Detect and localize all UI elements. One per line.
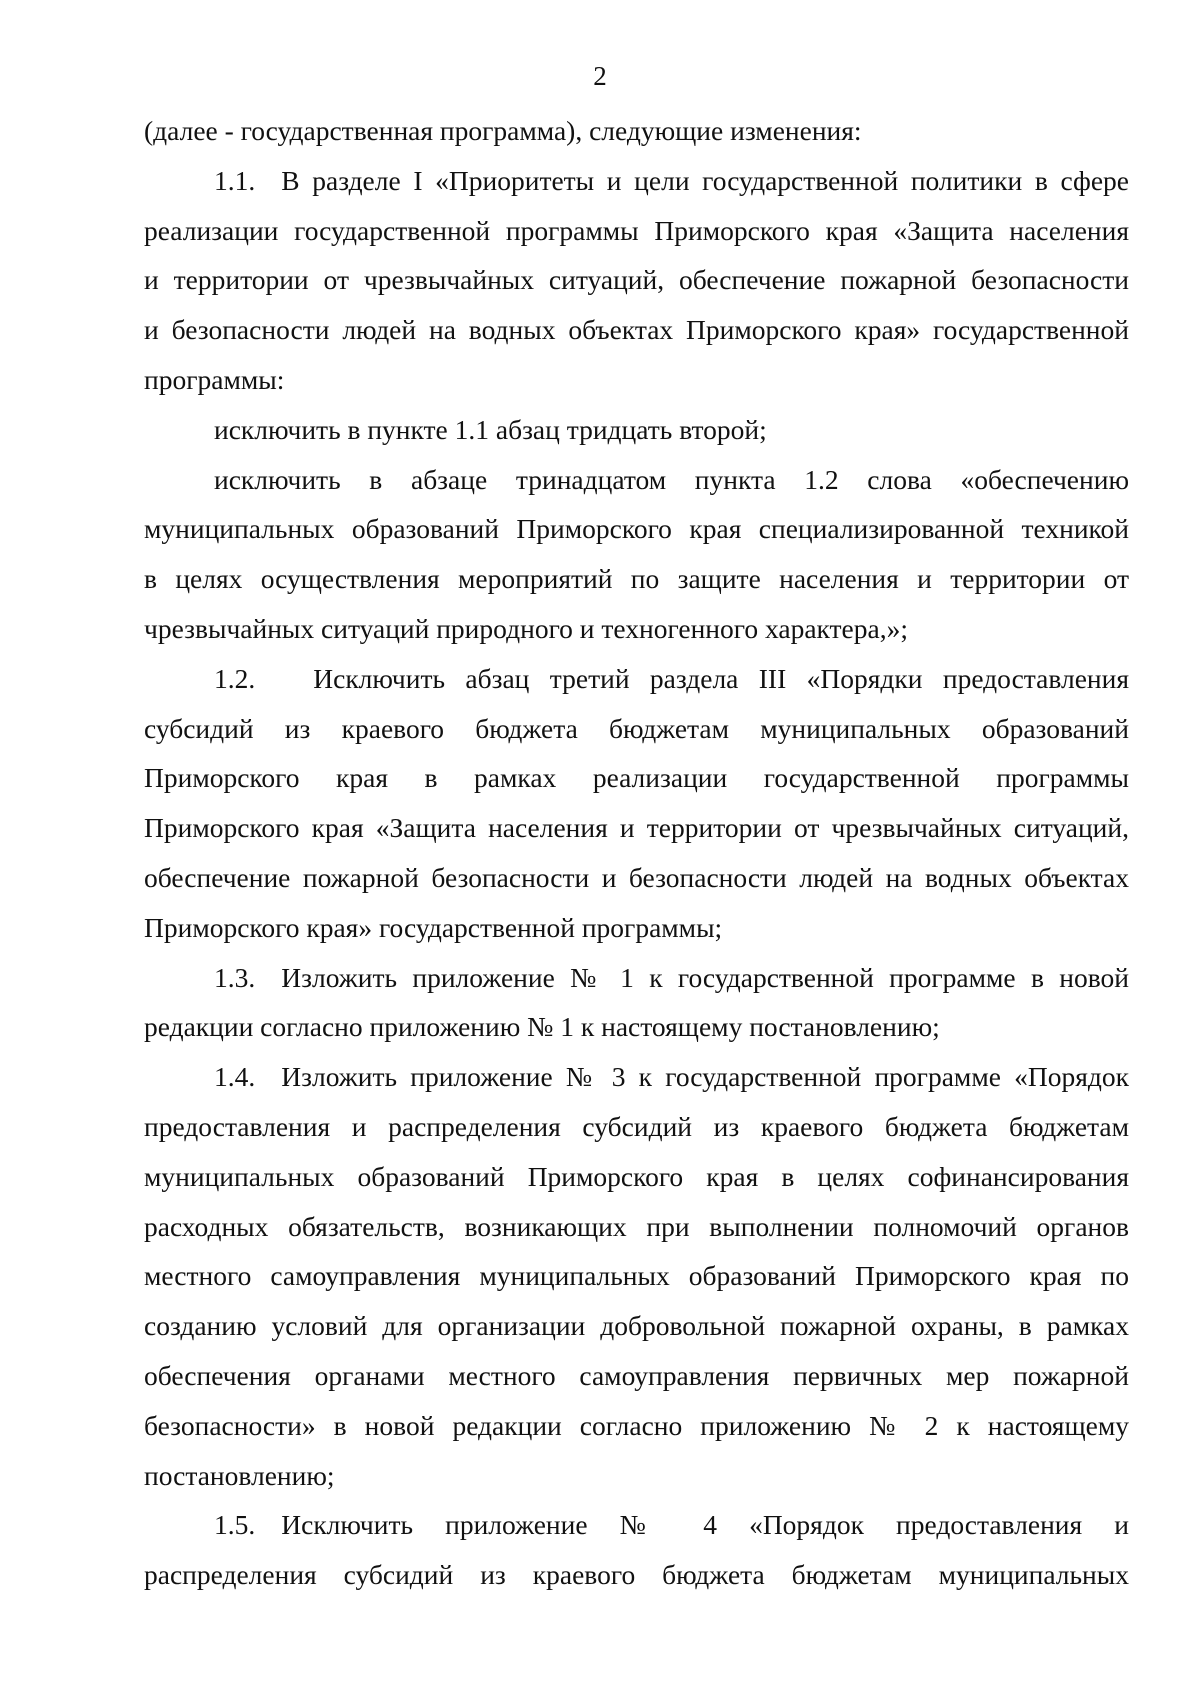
document-body <box>144 106 1129 1600</box>
paragraph-1-1-line: и территории от чрезвычайных ситуаций, обеспечение пожарной безопасности <box>144 264 1129 296</box>
subparagraph-line: муниципальных образований Приморского края специализированной техникой <box>144 513 1129 545</box>
item-number-1-2: 1.2. <box>214 662 256 694</box>
paragraph-1-2-line: Приморского края в рамках реализации государственной программы <box>144 762 1129 794</box>
paragraph-1-4-line: местного самоуправления муниципальных образований Приморского края по <box>144 1260 1129 1292</box>
paragraph-1-5-line <box>144 1500 1129 1550</box>
paragraph-continuation-line: (далее - государственная программа), следующие изменения: <box>144 115 862 146</box>
paragraph-1-4-line: расходных обязательств, возникающих при выполнении полномочий органов <box>144 1210 1129 1242</box>
paragraph-text: В разделе I «Приоритеты и цели государственной политики в сфере <box>281 164 1129 196</box>
paragraph-1-4-line: обеспечения органами местного самоуправления первичных мер пожарной <box>144 1359 1129 1391</box>
paragraph-text: Исключить абзац третий раздела III «Порядки предоставления <box>313 662 1129 694</box>
paragraph-1-2-line <box>144 654 1129 704</box>
paragraph-1-4-line: постановлению; <box>144 1459 335 1491</box>
paragraph-1-4-line: предоставления и распределения субсидий из краевого бюджета бюджетам <box>144 1110 1129 1142</box>
paragraph-1-3-line <box>144 953 1129 1003</box>
paragraph-1-2-line: Приморского края» государственной программы; <box>144 911 723 943</box>
item-number-1-1: 1.1. <box>214 164 256 196</box>
subparagraph-line: чрезвычайных ситуаций природного и техногенного характера,»; <box>144 612 908 644</box>
item-number-1-5: 1.5. <box>214 1509 256 1541</box>
paragraph-1-4-line: созданию условий для организации добровольной пожарной охраны, в рамках <box>144 1310 1129 1342</box>
paragraph-1-1-line: программы: <box>144 363 285 395</box>
paragraph-1-1-line: реализации государственной программы Приморского края «Защита населения <box>144 214 1129 246</box>
paragraph-text: Исключить приложение № 4 «Порядок предоставления и <box>281 1509 1129 1541</box>
subparagraph-line: в целях осуществления мероприятий по защите населения и территории от <box>144 563 1129 595</box>
paragraph-1-4-line: муниципальных образований Приморского края в целях софинансирования <box>144 1160 1129 1192</box>
paragraph-1-2-line: Приморского края «Защита населения и территории от чрезвычайных ситуаций, <box>144 812 1129 844</box>
subparagraph-line: исключить в абзаце тринадцатом пункта 1.2 слова «обеспечению <box>214 463 1129 495</box>
paragraph-1-2-line: обеспечение пожарной безопасности и безопасности людей на водных объектах <box>144 861 1129 893</box>
paragraph-1-3-line: редакции согласно приложению № 1 к настоящему постановлению; <box>144 1011 940 1043</box>
paragraph-1-2-line: субсидий из краевого бюджета бюджетам муниципальных образований <box>144 712 1129 744</box>
paragraph-text: Изложить приложение № 3 к государственной программе «Порядок <box>281 1061 1129 1093</box>
paragraph-text: Изложить приложение № 1 к государственной программе в новой <box>281 961 1129 993</box>
paragraph-1-4-line <box>144 1052 1129 1102</box>
paragraph-1-5-line: распределения субсидий из краевого бюджета бюджетам муниципальных <box>144 1559 1129 1591</box>
paragraph-1-1-line: и безопасности людей на водных объектах Приморского края» государственной <box>144 314 1129 346</box>
paragraph-1-1-line <box>144 156 1129 206</box>
paragraph-1-4-line: безопасности» в новой редакции согласно приложению № 2 к настоящему <box>144 1409 1129 1441</box>
item-number-1-3: 1.3. <box>214 961 256 993</box>
item-number-1-4: 1.4. <box>214 1061 256 1093</box>
subparagraph-line: исключить в пункте 1.1 абзац тридцать второй; <box>214 413 767 445</box>
page-number: 2 <box>593 61 607 91</box>
